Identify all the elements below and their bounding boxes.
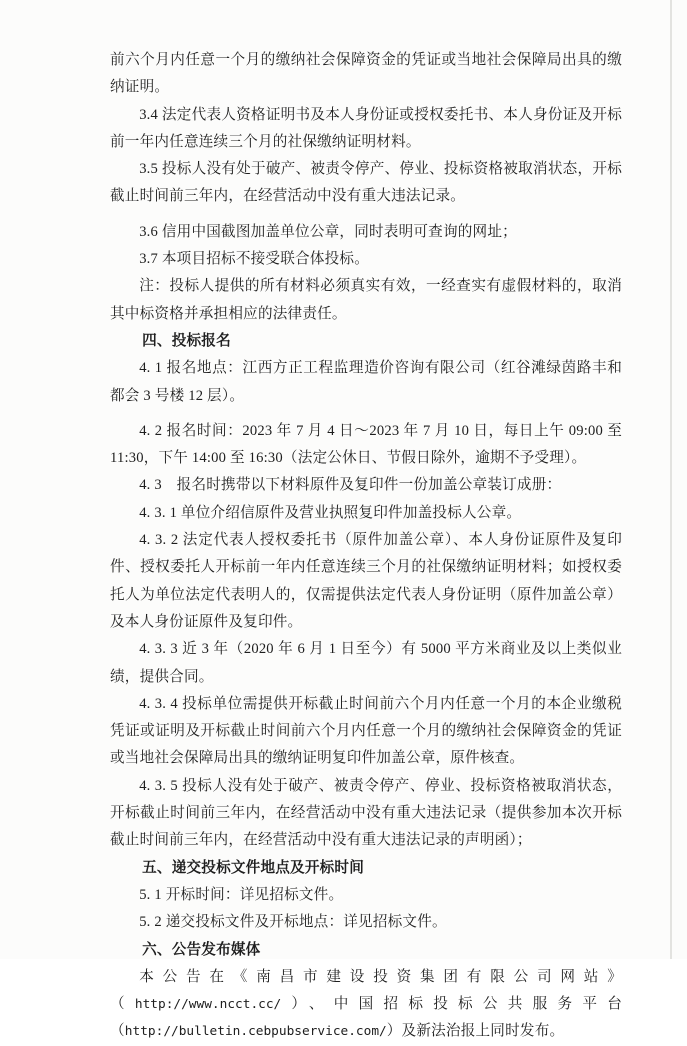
heading-section-6-announcement-media: 六、公告发布媒体 — [142, 941, 261, 958]
paragraph-3-5: 3.5 投标人没有处于破产、被责令停产、停业、投标资格被取消状态，开标截止时间前三年内，在经营活动中没有重大违法记录。 — [110, 161, 622, 205]
paragraph-4-3-materials: 4. 3 报名时携带以下材料原件及复印件一份加盖公章装订成册： — [139, 477, 562, 494]
paragraph-4-3-4: 4. 3. 4 投标单位需提供开标截止时间前六个月内任意一个月的本企业缴税凭证或证明及开标截止时间前六个月内任意一个月的缴纳社会保障资金的凭证或当地社会保障局出具的缴纳证明复印件加盖公章，原件核查。 — [110, 695, 622, 767]
document-body — [110, 47, 622, 1046]
paragraph-social-security-cert-continuation: 前六个月内任意一个月的缴纳社会保障资金的凭证或当地社会保障局出具的缴纳证明。 — [110, 52, 622, 96]
paragraph-3-4: 3.4 法定代表人资格证明书及本人身份证或授权委托书、本人身份证及开标前一年内任意连续三个月的社保缴纳证明材料。 — [110, 106, 622, 150]
paragraph-3-6: 3.6 信用中国截图加盖单位公章，同时表明可查询的网址； — [139, 223, 517, 240]
paragraph-5-2-submission-place: 5. 2 递交投标文件及开标地点：详见招标文件。 — [139, 914, 447, 931]
heading-section-4-bid-registration: 四、投标报名 — [142, 332, 231, 349]
paragraph-4-1-registration-place: 4. 1 报名地点：江西方正工程监理造价咨询有限公司（红谷滩绿茵路丰和都会 3 号楼 12 层）。 — [110, 360, 622, 404]
paragraph-4-2-registration-time: 4. 2 报名时间：2023 年 7 月 4 日～2023 年 7 月 10 日，每日上午 09:00 至 11:30，下午 14:00 至 16:30（法定公休日、节假日除外，逾期不予受理）。 — [110, 422, 622, 467]
paragraph-publish-media — [110, 964, 622, 1046]
ncct-website-url: http://www.ncct.cc/ — [134, 997, 282, 1013]
paragraph-5-1-opening-time: 5. 1 开标时间：详见招标文件。 — [139, 886, 344, 903]
text-segment: ）、中国招标投标公共服务平台（ — [110, 996, 622, 1040]
paragraph-4-3-2: 4. 3. 2 法定代表人授权委托书（原件加盖公章）、本人身份证原件及复印件、授权委托人开标前一年内任意连续三个月的社保缴纳证明材料；如授权委托人为单位法定代表明人的，仅需提供法定代表人身份证明（原件加盖公章）及本人身份证原件及复印件。 — [110, 532, 622, 630]
scan-artifact-line — [670, 0, 672, 959]
text-segment: 本公告在《南昌市建设投资集团有限公司网站》（ — [110, 968, 622, 1013]
paragraph-note: 注：投标人提供的所有材料必须真实有效，一经查实有虚假材料的，取消其中标资格并承担相应的法律责任。 — [110, 278, 622, 322]
cebpubservice-url: http://bulletin.cebpubservice.com/ — [124, 1024, 387, 1040]
paragraph-4-3-1: 4. 3. 1 单位介绍信原件及营业执照复印件加盖投标人公章。 — [139, 504, 522, 521]
text-segment: ）及新法治报上同时发布。 — [386, 1023, 565, 1040]
paragraph-4-3-5: 4. 3. 5 投标人没有处于破产、被责令停产、停业、投标资格被取消状态，开标截止时间前三年内，在经营活动中没有重大违法记录（提供参加本次开标截止时间前三年内，在经营活动中没有重大违法记录的声明函）； — [110, 777, 622, 849]
heading-section-5-submission-and-opening: 五、递交投标文件地点及开标时间 — [142, 859, 365, 876]
paragraph-3-7: 3.7 本项目招标不接受联合体投标。 — [139, 251, 369, 268]
paragraph-4-3-3: 4. 3. 3 近 3 年（2020 年 6 月 1 日至今）有 5000 平方米商业及以上类似业绩，提供合同。 — [110, 641, 622, 685]
